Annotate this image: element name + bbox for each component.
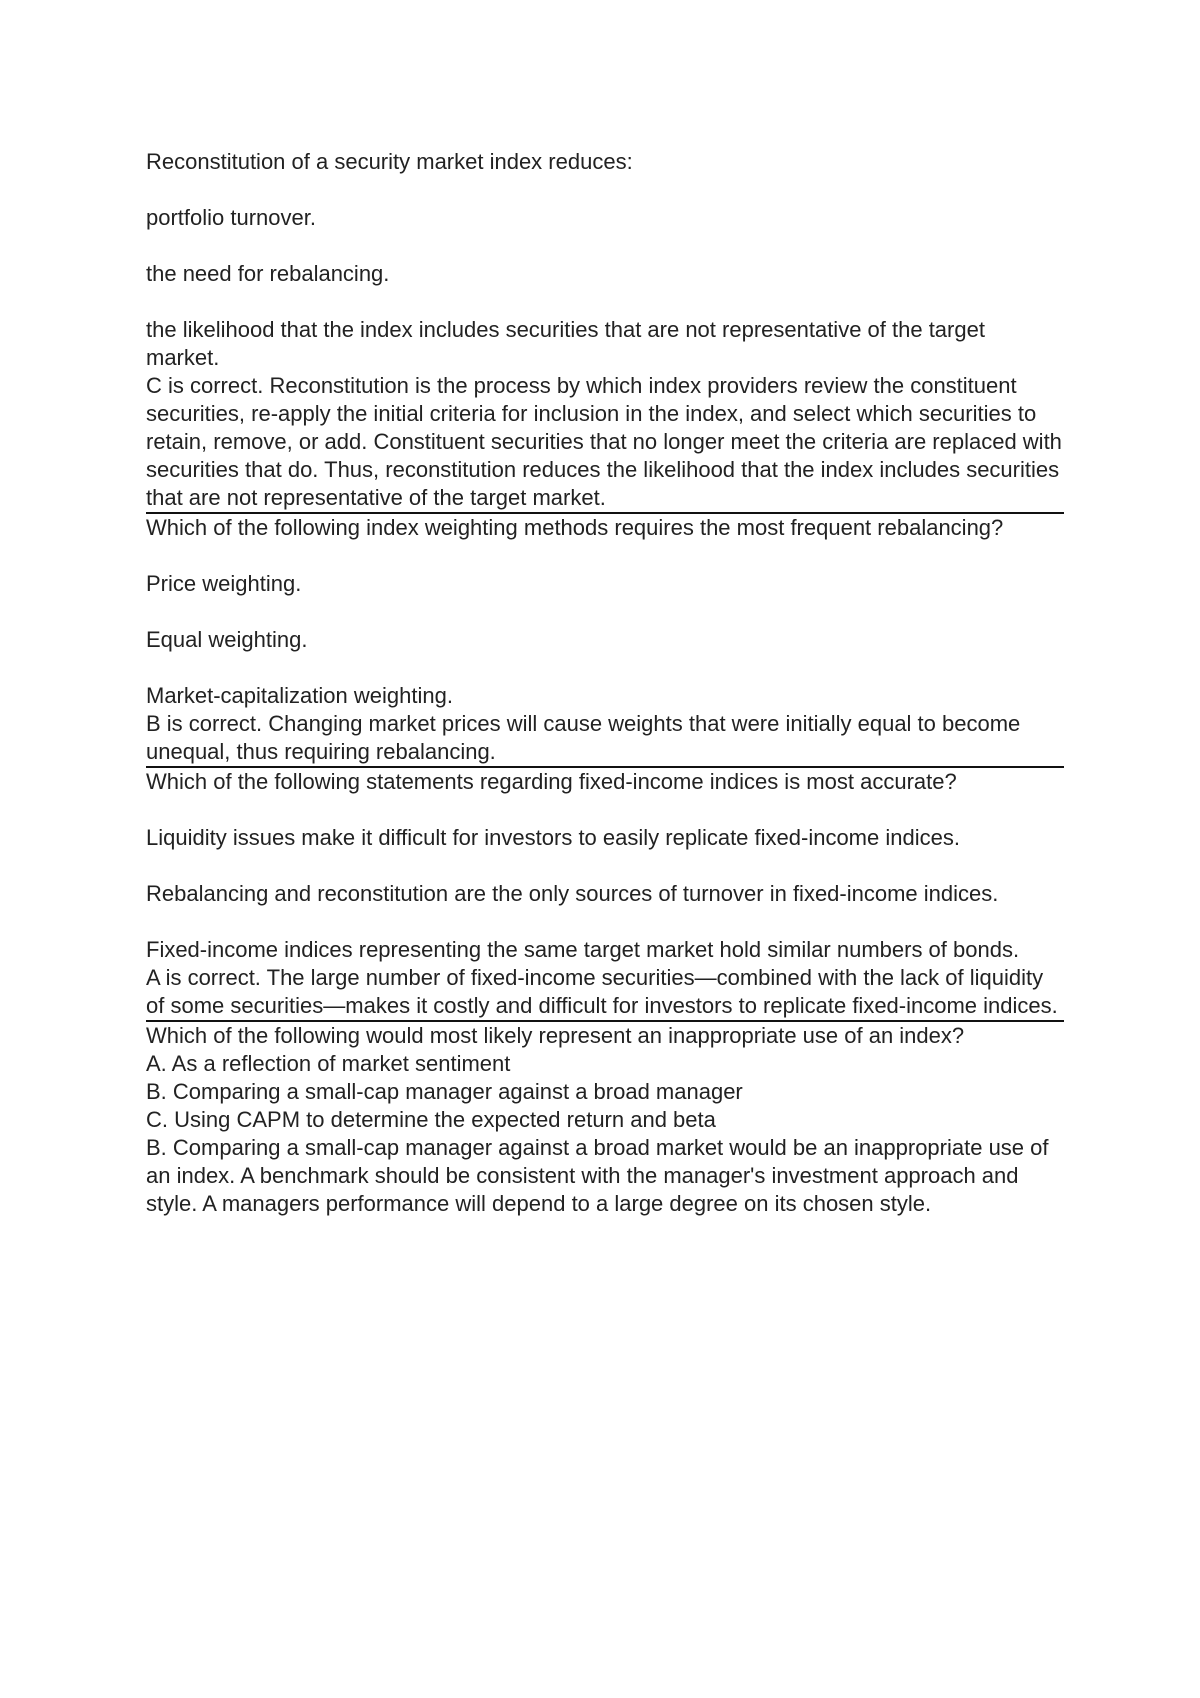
answer-explanation: C is correct. Reconstitution is the process by which index providers review the constituent securities, re-apply the initial criteria for inclusion in the index, and select which securities to retain, remove, or add. Constituent securities that no longer meet the criteria are replaced with securities that do. Thus, reconstitution reduces the likelihood that the index includes securities that are not representative of the target market.	[146, 373, 1062, 510]
answer-option: the need for rebalancing.	[146, 261, 390, 286]
answer-option: Equal weighting.	[146, 627, 308, 652]
answer-option: C. Using CAPM to determine the expected return and beta	[146, 1107, 716, 1132]
answer-option: Liquidity issues make it difficult for investors to easily replicate fixed-income indices.	[146, 825, 960, 850]
answer-option: A. As a reflection of market sentiment	[146, 1051, 511, 1076]
answer-explanation: A is correct. The large number of fixed-income securities—combined with the lack of liquidity of some securities—makes it costly and difficult for investors to replicate fixed-income indices.	[146, 965, 1058, 1018]
question-block-3	[146, 768, 1064, 1020]
question-block-1	[146, 148, 1064, 512]
answer-option: Fixed-income indices representing the same target market hold similar numbers of bonds.	[146, 937, 1020, 962]
answer-option: Market-capitalization weighting.	[146, 683, 453, 708]
answer-option: B. Comparing a small-cap manager against a broad manager	[146, 1079, 743, 1104]
answer-option: Rebalancing and reconstitution are the only sources of turnover in fixed-income indices.	[146, 881, 999, 906]
question-text: Reconstitution of a security market index reduces:	[146, 149, 633, 174]
answer-explanation: B is correct. Changing market prices will cause weights that were initially equal to become unequal, thus requiring rebalancing.	[146, 711, 1021, 764]
answer-explanation: B. Comparing a small-cap manager against a broad market would be an inappropriate use of an index. A benchmark should be consistent with the manager's investment approach and style. A managers performance will depend to a large degree on its chosen style.	[146, 1135, 1049, 1216]
answer-option: Price weighting.	[146, 571, 302, 596]
answer-option: the likelihood that the index includes securities that are not representative of the target market.	[146, 317, 985, 370]
question-block-2	[146, 514, 1064, 766]
document-page	[146, 148, 1064, 1218]
question-text: Which of the following index weighting methods requires the most frequent rebalancing?	[146, 515, 1004, 540]
answer-option: portfolio turnover.	[146, 205, 316, 230]
question-text: Which of the following would most likely represent an inappropriate use of an index?	[146, 1023, 965, 1048]
question-block-4	[146, 1022, 1064, 1218]
question-text: Which of the following statements regarding fixed-income indices is most accurate?	[146, 769, 957, 794]
